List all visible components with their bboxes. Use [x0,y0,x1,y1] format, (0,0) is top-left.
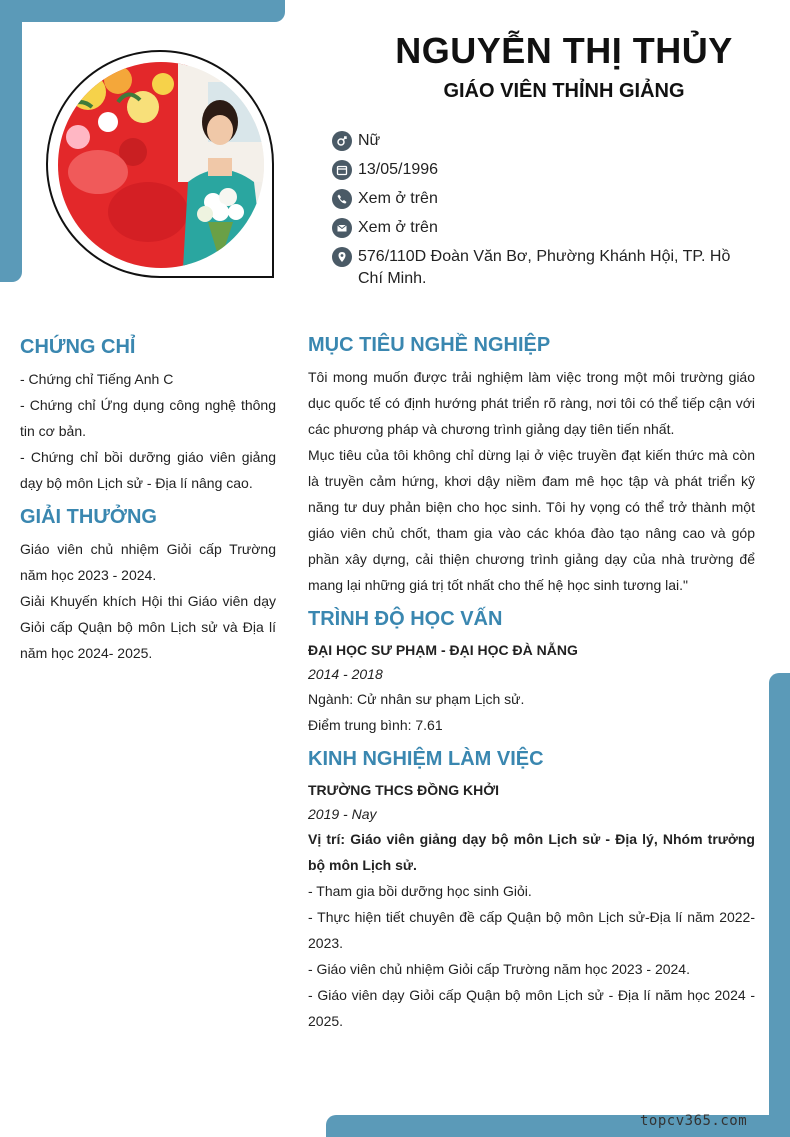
experience-heading: KINH NGHIỆM LÀM VIỆC [308,748,544,770]
candidate-name: NGUYỄN THỊ THỦY [395,30,733,71]
email-icon [332,218,352,238]
left-column [20,334,276,666]
phone-value: Xem ở trên [358,190,438,207]
birthday-value: 13/05/1996 [358,161,439,178]
experience-item: - Giáo viên chủ nhiệm Giỏi cấp Trường năm học 2023 - 2024. [308,961,690,977]
footer-watermark: topcv365.com [640,1113,748,1129]
experience-company: TRƯỜNG THCS ĐỒNG KHỞI [308,782,500,798]
award-item: Giải Khuyến khích Hội thi Giáo viên dạy Giỏi cấp Quận bộ môn Lịch sử và Địa lí năm học 2024- 2025. [20,593,276,661]
gender-icon [332,131,352,151]
education-period: 2014 - 2018 [308,666,383,682]
certificate-item: - Chứng chỉ Ứng dụng công nghệ thông tin cơ bản. [20,397,276,439]
profile-photo [58,62,264,268]
award-item: Giáo viên chủ nhiệm Giỏi cấp Trường năm học 2023 - 2024. [20,541,276,583]
certificate-item: - Chứng chỉ Tiếng Anh C [20,371,174,387]
decor-bar-top [0,0,285,22]
gender-value: Nữ [358,132,381,149]
education-major: Ngành: Cử nhân sư phạm Lịch sử. [308,691,525,707]
experience-position: Vị trí: Giáo viên giảng dạy bộ môn Lịch sử - Địa lý, Nhóm trưởng bộ môn Lịch sử. [308,831,755,873]
certificates-section [20,334,276,496]
contact-phone [332,188,752,210]
objective-paragraph: Tôi mong muốn được trải nghiệm làm việc trong một môi trường giáo dục quốc tế có định hướng phát triển rõ ràng, nơi tôi có thể tiếp cận với các phương pháp và chương trình giảng dạy tiên tiến nhất. [308,369,755,437]
education-school: ĐẠI HỌC SƯ PHẠM - ĐẠI HỌC ĐÀ NẴNG [308,642,578,658]
right-column [308,332,755,1034]
contact-gender [332,130,752,152]
phone-icon [332,189,352,209]
job-title: GIÁO VIÊN THỈNH GIẢNG [443,80,685,102]
email-value: Xem ở trên [358,219,438,236]
decor-bar-left [0,0,22,282]
decor-bar-right [769,673,790,1137]
location-icon [332,247,352,267]
objective-paragraph: Mục tiêu của tôi không chỉ dừng lại ở việc truyền đạt kiến thức mà còn là truyền cảm hứng, khơi dậy niềm đam mê học tập và phát triển kỹ năng tư duy phản biện cho học sinh. Tôi hy vọng có thể trở thành một giáo viên chủ chốt, tham gia vào các khóa đào tạo nâng cao và góp phần xây dựng, cải thiện chương trình giảng dạy của nhà trường để mang lại những giá trị tốt nhất cho thế hệ học sinh tương lai." [308,447,755,593]
contact-info [332,130,752,297]
awards-section [20,504,276,666]
profile-photo-illustration [58,62,264,268]
experience-item: - Thực hiện tiết chuyên đề cấp Quận bộ môn Lịch sử-Địa lí năm 2022-2023. [308,909,755,951]
education-section [308,606,755,738]
experience-period: 2019 - Nay [308,806,377,822]
certificate-item: - Chứng chỉ bồi dưỡng giáo viên giảng dạy bộ môn Lịch sử - Địa lí nâng cao. [20,449,276,491]
contact-birthday [332,159,752,181]
experience-item: - Giáo viên dạy Giỏi cấp Quận bộ môn Lịch sử - Địa lí năm học 2024 - 2025. [308,987,755,1029]
experience-section [308,746,755,1034]
calendar-icon [332,160,352,180]
education-gpa: Điểm trung bình: 7.61 [308,717,443,733]
certificates-heading: CHỨNG CHỈ [20,336,136,358]
education-heading: TRÌNH ĐỘ HỌC VẤN [308,608,503,630]
contact-email [332,217,752,239]
experience-item: - Tham gia bồi dưỡng học sinh Giỏi. [308,883,532,899]
awards-heading: GIẢI THƯỞNG [20,506,157,528]
contact-address [332,246,752,290]
objective-section [308,332,755,598]
objective-heading: MỤC TIÊU NGHỀ NGHIỆP [308,334,551,356]
address-value: 576/110D Đoàn Văn Bơ, Phường Khánh Hội, TP. Hồ Chí Minh. [358,248,731,287]
